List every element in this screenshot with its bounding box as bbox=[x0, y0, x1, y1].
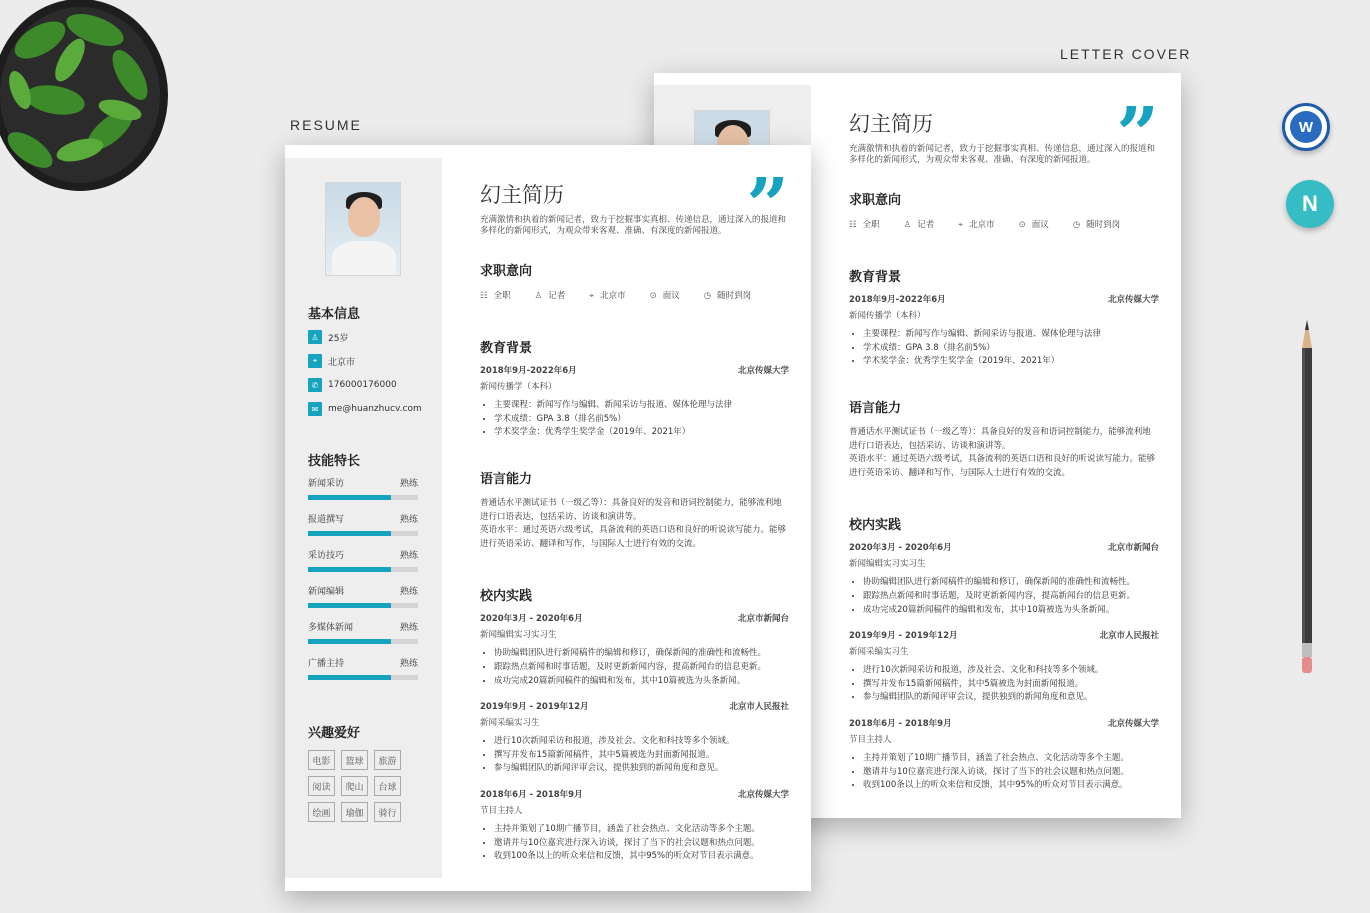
skill-item bbox=[308, 584, 418, 608]
word-app-icon[interactable] bbox=[1282, 103, 1330, 151]
practice-title: 校内实践 bbox=[849, 518, 902, 534]
skill-bar bbox=[308, 567, 418, 572]
skills-title: 技能特长 bbox=[308, 454, 361, 469]
skill-name: 报道撰写 bbox=[308, 515, 345, 525]
intent-item: ⊙ 面议 bbox=[649, 291, 680, 302]
skill-name: 新闻采访 bbox=[308, 479, 345, 489]
hobby-list bbox=[308, 750, 408, 822]
skill-level: 熟练 bbox=[399, 479, 418, 489]
edu-header: 2018年9月-2022年6月 北京传媒大学 bbox=[849, 295, 1159, 306]
intent-item: ◷ 随时到岗 bbox=[1072, 220, 1121, 231]
clock-icon: ◷ bbox=[703, 291, 712, 302]
lang-title: 语言能力 bbox=[849, 401, 902, 417]
money-icon: ⊙ bbox=[1018, 220, 1026, 231]
hobby-tag: 绘画 bbox=[308, 802, 335, 822]
intent-item: ☷ 全职 bbox=[849, 220, 880, 231]
edu-major: 新闻传播学（本科） bbox=[480, 382, 557, 393]
user-icon: ♙ bbox=[903, 220, 912, 231]
intro-text: 充满激情和执着的新闻记者，致力于挖掘事实真相、传递信息，通过深入的报道和多样化的新闻形式，为观众带来客观、准确、有深度的新闻报道。 bbox=[849, 144, 1156, 165]
back-main bbox=[849, 92, 1159, 793]
skill-item bbox=[308, 620, 418, 644]
plant-decoration bbox=[0, 0, 175, 195]
intent-item: ⌖ 北京市 bbox=[589, 291, 626, 302]
pencil-decoration bbox=[1296, 320, 1318, 675]
city-row: ⌖ 北京市 bbox=[308, 354, 355, 368]
skill-level: 熟练 bbox=[399, 551, 418, 561]
lang-title: 语言能力 bbox=[480, 472, 533, 488]
practice-entry: 2020年3月 - 2020年6月 北京市新闻台 新闻编辑实习实习生 • 协助编辑团队进行新闻稿件的编辑和修订，确保新闻的准确性和流畅性。 • 跟踪热点新闻和时事话题，及时更新新闻内容，提高新闻台的信息更新。 • 成功完成20篇新闻稿件的编辑和发布，其中10篇被选为头条新闻。 bbox=[480, 612, 789, 688]
location-icon: ⌖ bbox=[589, 291, 595, 302]
skill-bar-fill bbox=[308, 603, 391, 608]
skill-item bbox=[308, 512, 418, 536]
user-icon: ♙ bbox=[308, 330, 322, 344]
practice-entry: 2018年6月 - 2018年9月 北京传媒大学 节目主持人 • 主持并策划了10期广播节目，涵盖了社会热点、文化活动等多个主题。 • 邀请并与10位嘉宾进行深入访谈，探讨了当下的社会议题和热点问题。 • 收到100条以上的听众来信和反馈，其中95%的听众对节目表示满意。 bbox=[849, 717, 1159, 793]
edu-bullets: • 主要课程：新闻写作与编辑、新闻采访与报道、媒体伦理与法律 • 学术成绩：GPA 3.8（排名前5%） • 学术奖学金：优秀学生奖学金（2019年、2021年） bbox=[849, 328, 1159, 369]
skill-item bbox=[308, 476, 418, 500]
skill-name: 新闻编辑 bbox=[308, 587, 345, 597]
intro-text: 充满激情和执着的新闻记者，致力于挖掘事实真相、传递信息，通过深入的报道和多样化的新闻形式，为观众带来客观、准确、有深度的新闻报道。 bbox=[480, 215, 787, 236]
skill-name: 多媒体新闻 bbox=[308, 623, 354, 633]
intent-list bbox=[480, 289, 789, 301]
skill-bar bbox=[308, 531, 418, 536]
edu-header: 2018年9月-2022年6月 北京传媒大学 bbox=[480, 366, 789, 377]
skill-bar-fill bbox=[308, 675, 391, 680]
intent-list bbox=[849, 218, 1159, 230]
skill-level: 熟练 bbox=[399, 659, 418, 669]
list-icon: ☷ bbox=[480, 291, 488, 302]
hobby-tag: 台球 bbox=[374, 776, 401, 796]
intent-item: ☷ 全职 bbox=[480, 291, 511, 302]
intent-item: ⊙ 面议 bbox=[1018, 220, 1049, 231]
list-icon: ☷ bbox=[849, 220, 857, 231]
pages-app-icon[interactable]: N bbox=[1286, 180, 1334, 228]
avatar bbox=[325, 182, 401, 276]
resume-name: 幻主简历 bbox=[480, 183, 564, 207]
basic-info-title: 基本信息 bbox=[308, 307, 361, 322]
front-main bbox=[480, 163, 789, 864]
intent-item: ◷ 随时到岗 bbox=[703, 291, 752, 302]
clock-icon: ◷ bbox=[1072, 220, 1081, 231]
practice-entry: 2018年6月 - 2018年9月 北京传媒大学 节目主持人 • 主持并策划了10期广播节目，涵盖了社会热点、文化活动等多个主题。 • 邀请并与10位嘉宾进行深入访谈，探讨了当下的社会议题和热点问题。 • 收到100条以上的听众来信和反馈，其中95%的听众对节目表示满意。 bbox=[480, 788, 789, 864]
skill-name: 广播主持 bbox=[308, 659, 345, 669]
front-sidebar bbox=[285, 158, 442, 878]
intent-item: ⌖ 北京市 bbox=[958, 220, 995, 231]
skill-level: 熟练 bbox=[399, 587, 418, 597]
skill-bar-fill bbox=[308, 567, 391, 572]
intent-item: ♙ 记者 bbox=[534, 291, 566, 302]
hobby-tag: 瑜伽 bbox=[341, 802, 368, 822]
skill-name: 采访技巧 bbox=[308, 551, 345, 561]
skill-bar bbox=[308, 495, 418, 500]
skill-bar-fill bbox=[308, 531, 391, 536]
hobby-tag: 阅读 bbox=[308, 776, 335, 796]
word-letter: W bbox=[1290, 111, 1322, 143]
hobby-tag: 篮球 bbox=[341, 750, 368, 770]
skill-bar-fill bbox=[308, 639, 391, 644]
skill-item bbox=[308, 656, 418, 680]
skill-bar-fill bbox=[308, 495, 391, 500]
lang-para: 普通话水平测试证书（一级乙等）：具备良好的发音和语词控制能力，能够流利地进行口语表达，包括采访、访谈和演讲等。 英语水平：通过英语六级考试，具备流利的英语口语和良好的听说读写能力。能够进行英语采访、翻译和写作，与国际人士进行有效的交流。 bbox=[480, 498, 787, 549]
skill-level: 熟练 bbox=[399, 515, 418, 525]
phone-icon: ✆ bbox=[308, 378, 322, 392]
practice-title: 校内实践 bbox=[480, 589, 533, 605]
location-icon: ⌖ bbox=[958, 220, 964, 231]
practice-entry: 2020年3月 - 2020年6月 北京市新闻台 新闻编辑实习实习生 • 协助编辑团队进行新闻稿件的编辑和修订，确保新闻的准确性和流畅性。 • 跟踪热点新闻和时事话题，及时更新新闻内容，提高新闻台的信息更新。 • 成功完成20篇新闻稿件的编辑和发布，其中10篇被选为头条新闻。 bbox=[849, 541, 1159, 617]
lang-para: 普通话水平测试证书（一级乙等）：具备良好的发音和语词控制能力，能够流利地进行口语表达，包括采访、访谈和演讲等。 英语水平：通过英语六级考试，具备流利的英语口语和良好的听说读写能力。能够进行英语采访、翻译和写作，与国际人士进行有效的交流。 bbox=[849, 427, 1156, 478]
hobby-tag: 爬山 bbox=[341, 776, 368, 796]
hobby-tag: 旅游 bbox=[374, 750, 401, 770]
intent-item: ♙ 记者 bbox=[903, 220, 935, 231]
resume-label: RESUME bbox=[290, 117, 362, 133]
edu-title: 教育背景 bbox=[480, 341, 533, 357]
hobby-title: 兴趣爱好 bbox=[308, 726, 361, 741]
hobby-tag: 电影 bbox=[308, 750, 335, 770]
skill-bar bbox=[308, 675, 418, 680]
resume-name: 幻主简历 bbox=[849, 112, 933, 136]
practice-entry: 2019年9月 - 2019年12月 北京市人民报社 新闻采编实习生 • 进行10次新闻采访和报道，涉及社会、文化和科技等多个领域。 • 撰写并发布15篇新闻稿件，其中5篇被选为封面新闻报道。 • 参与编辑团队的新闻评审会议，提供独到的新闻角度和意见。 bbox=[849, 629, 1159, 705]
location-icon: ⌖ bbox=[308, 354, 322, 368]
quote-icon: ” bbox=[746, 163, 789, 249]
edu-major: 新闻传播学（本科） bbox=[849, 311, 926, 322]
money-icon: ⊙ bbox=[649, 291, 657, 302]
skill-level: 熟练 bbox=[399, 623, 418, 633]
edu-title: 教育背景 bbox=[849, 270, 902, 286]
skill-bar bbox=[308, 603, 418, 608]
user-icon: ♙ bbox=[534, 291, 543, 302]
intent-title: 求职意向 bbox=[849, 193, 902, 209]
phone-row: ✆ 176000176000 bbox=[308, 378, 397, 392]
practice-entry: 2019年9月 - 2019年12月 北京市人民报社 新闻采编实习生 • 进行10次新闻采访和报道，涉及社会、文化和科技等多个领域。 • 撰写并发布15篇新闻稿件，其中5篇被选为封面新闻报道。 • 参与编辑团队的新闻评审会议，提供独到的新闻角度和意见。 bbox=[480, 700, 789, 776]
age-row: ♙ 25岁 bbox=[308, 330, 348, 344]
mail-icon: ✉ bbox=[308, 402, 322, 416]
quote-icon: ” bbox=[1116, 92, 1159, 178]
edu-bullets: • 主要课程：新闻写作与编辑、新闻采访与报道、媒体伦理与法律 • 学术成绩：GPA 3.8（排名前5%） • 学术奖学金：优秀学生奖学金（2019年、2021年） bbox=[480, 399, 789, 440]
intent-title: 求职意向 bbox=[480, 264, 533, 280]
resume-sheet bbox=[285, 145, 811, 891]
skill-item bbox=[308, 548, 418, 572]
email-row[interactable]: ✉ me@huanzhucv.com bbox=[308, 402, 422, 416]
hobby-tag: 骑行 bbox=[374, 802, 401, 822]
skill-bar bbox=[308, 639, 418, 644]
letter-cover-label: LETTER COVER bbox=[1060, 46, 1192, 62]
